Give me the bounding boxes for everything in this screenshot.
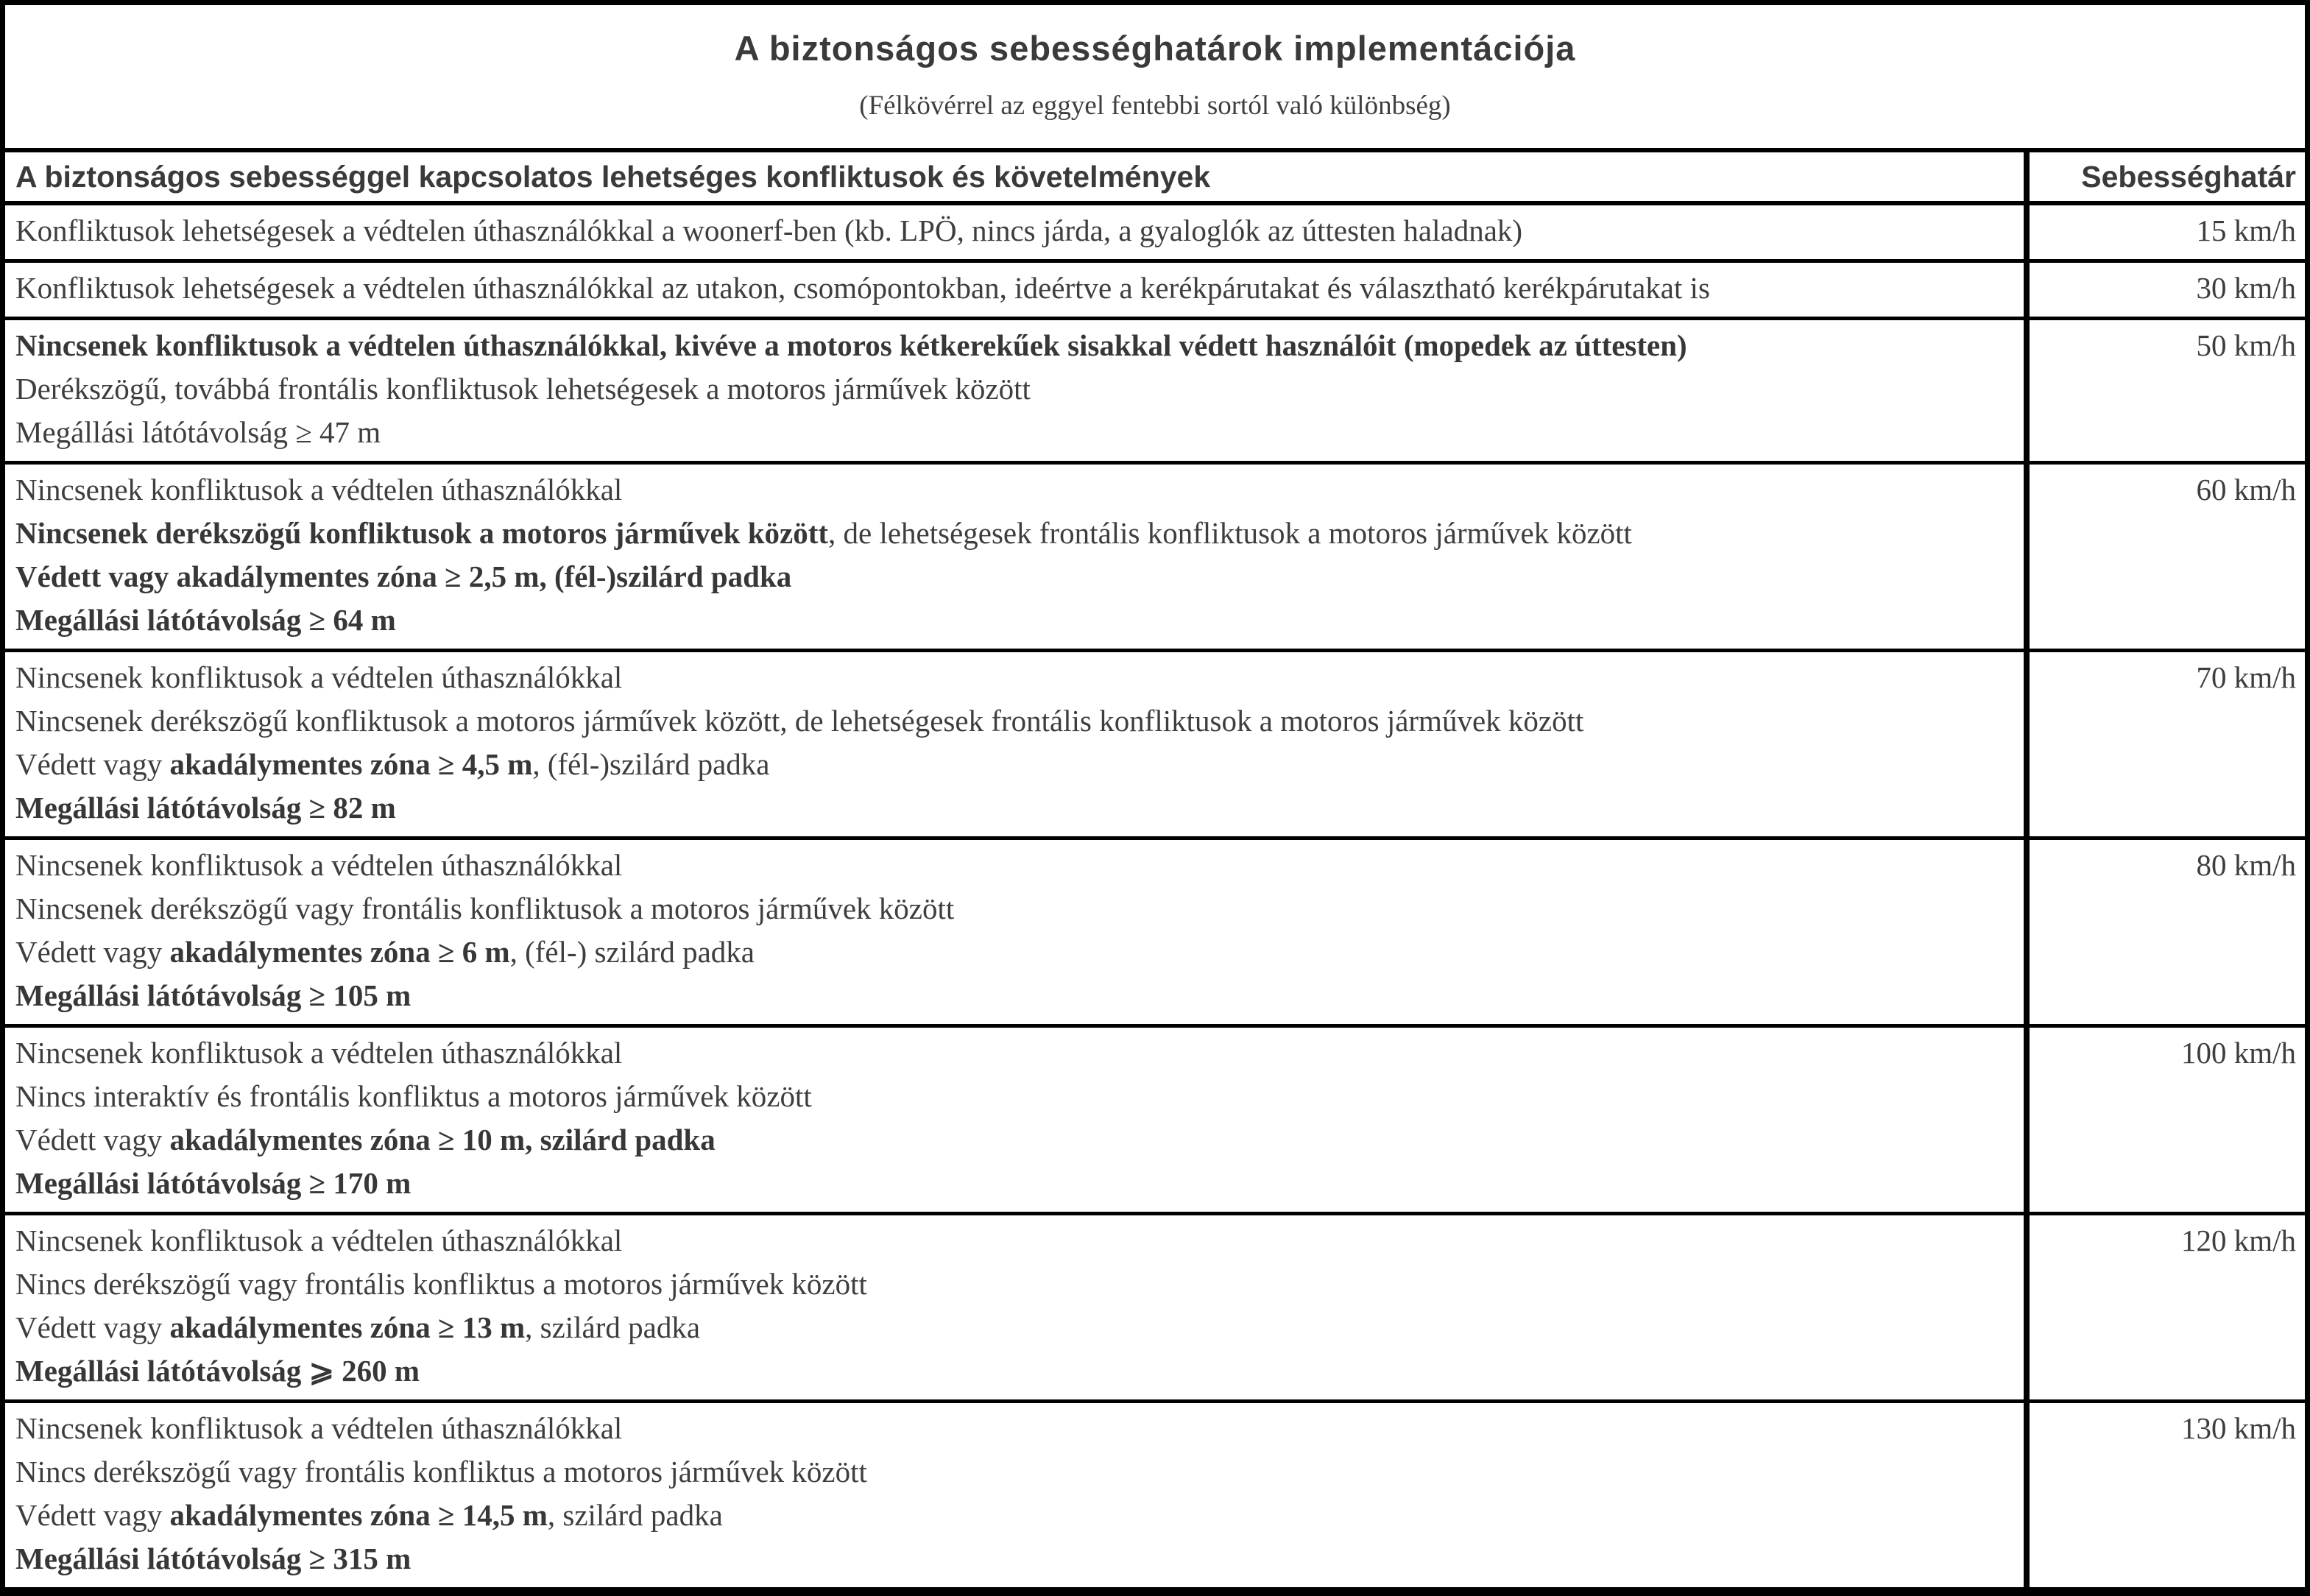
title-block — [5, 5, 2305, 148]
requirement-line — [15, 1219, 2010, 1263]
speed-limit-cell: 50 km/h — [2027, 319, 2305, 463]
requirement-segment: , (fél-)szilárd padka — [532, 747, 770, 781]
requirement-segment-bold: akadálymentes zóna ≥ 10 m, szilárd padka — [169, 1123, 716, 1157]
requirement-line — [15, 324, 2010, 367]
requirements-cell — [5, 1402, 2027, 1589]
speed-limit-cell: 100 km/h — [2027, 1026, 2305, 1214]
requirement-segment: Konfliktusok lehetségesek a védtelen úthasználókkal a woonerf-ben (kb. LPÖ, nincs járda, a gyaloglók az úttesten haladnak) — [15, 213, 1523, 247]
table-row — [5, 1026, 2305, 1214]
speed-limit-cell: 60 km/h — [2027, 463, 2305, 651]
table-row — [5, 838, 2305, 1026]
requirement-segment: Védett vagy — [15, 1498, 170, 1532]
speed-limit-cell: 15 km/h — [2027, 203, 2305, 261]
requirement-segment: Védett vagy — [15, 935, 170, 969]
speed-limit-cell: 120 km/h — [2027, 1214, 2305, 1402]
table-row — [5, 319, 2305, 463]
requirement-line — [15, 512, 2010, 555]
requirement-segment: Nincsenek konfliktusok a védtelen úthasználókkal — [15, 473, 623, 506]
speed-limit-cell: 130 km/h — [2027, 1402, 2305, 1589]
requirement-segment-bold: Védett vagy akadálymentes zóna ≥ 2,5 m, (fél-)szilárd padka — [15, 559, 792, 593]
requirement-line — [15, 974, 2010, 1017]
speed-limit-cell: 80 km/h — [2027, 838, 2305, 1026]
requirement-line — [15, 266, 2010, 310]
requirement-segment: Nincs derékszögű vagy frontális konfliktus a motoros járművek között — [15, 1267, 867, 1301]
requirement-segment: Nincsenek derékszögű vagy frontális konfliktusok a motoros járművek között — [15, 891, 955, 925]
requirement-segment-bold: Megállási látótávolság ≥ 170 m — [15, 1166, 412, 1200]
requirement-segment-bold: Nincsenek konfliktusok a védtelen úthasználókkal, kivéve a motoros kétkerekűek sisakkal védett használóit (mopedek az úttesten) — [15, 328, 1687, 362]
requirements-cell — [5, 319, 2027, 463]
requirement-segment: Nincsenek konfliktusok a védtelen úthasználókkal — [15, 1036, 623, 1070]
requirement-line — [15, 598, 2010, 642]
requirement-line — [15, 699, 2010, 743]
requirement-line — [15, 1162, 2010, 1205]
requirement-segment-bold: akadálymentes zóna ≥ 14,5 m — [169, 1498, 548, 1532]
requirement-line — [15, 786, 2010, 830]
requirements-cell — [5, 1026, 2027, 1214]
header-row — [5, 150, 2305, 203]
requirement-line — [15, 1031, 2010, 1075]
requirement-line — [15, 887, 2010, 931]
requirement-line — [15, 1537, 2010, 1581]
requirement-segment-bold: akadálymentes zóna ≥ 13 m — [169, 1310, 526, 1344]
requirement-line — [15, 1075, 2010, 1118]
table-row — [5, 1402, 2305, 1589]
requirements-cell — [5, 651, 2027, 838]
requirement-segment-bold: Megállási látótávolság ≥ 82 m — [15, 791, 396, 825]
requirement-segment: Nincsenek konfliktusok a védtelen úthasználókkal — [15, 1224, 623, 1257]
requirement-segment: Nincsenek konfliktusok a védtelen úthasználókkal — [15, 1411, 623, 1445]
header-speed-limit: Sebességhatár — [2027, 150, 2305, 203]
requirement-segment-bold: Megállási látótávolság ⩾ 260 m — [15, 1354, 420, 1388]
requirement-line — [15, 931, 2010, 974]
requirements-cell — [5, 838, 2027, 1026]
requirement-line — [15, 1407, 2010, 1450]
requirement-line — [15, 1263, 2010, 1306]
requirement-line — [15, 1494, 2010, 1537]
table-row — [5, 203, 2305, 261]
requirement-line — [15, 1118, 2010, 1162]
table-row — [5, 463, 2305, 651]
requirement-line — [15, 411, 2010, 454]
table-body — [5, 203, 2305, 1589]
table-row — [5, 1214, 2305, 1402]
requirement-segment: Konfliktusok lehetségesek a védtelen úthasználókkal az utakon, csomópontokban, ideértve a kerékpárutakat és választható kerékpárutakat is — [15, 271, 1710, 305]
requirement-segment-bold: Megállási látótávolság ≥ 105 m — [15, 978, 412, 1012]
speed-limit-cell: 70 km/h — [2027, 651, 2305, 838]
requirement-line — [15, 1450, 2010, 1494]
requirement-line — [15, 1349, 2010, 1393]
requirements-cell — [5, 203, 2027, 261]
requirement-line — [15, 468, 2010, 512]
requirement-line — [15, 555, 2010, 598]
requirements-cell — [5, 261, 2027, 319]
requirement-line — [15, 844, 2010, 887]
header-requirements: A biztonságos sebességgel kapcsolatos lehetséges konfliktusok és követelmények — [5, 150, 2027, 203]
requirement-line — [15, 367, 2010, 411]
table-row — [5, 261, 2305, 319]
requirement-segment: Védett vagy — [15, 747, 170, 781]
requirement-line — [15, 209, 2010, 253]
requirement-segment: Derékszögű, továbbá frontális konfliktusok lehetségesek a motoros járművek között — [15, 372, 1031, 406]
requirement-segment-bold: Nincsenek derékszögű konfliktusok a motoros járművek között — [15, 516, 828, 550]
requirement-segment: Nincsenek derékszögű konfliktusok a motoros járművek között, de lehetségesek frontális konfliktusok a motoros járművek között — [15, 704, 1584, 738]
requirements-cell — [5, 1214, 2027, 1402]
table-header — [5, 150, 2305, 203]
requirement-line — [15, 743, 2010, 786]
speed-limits-table — [5, 148, 2305, 1591]
requirement-segment: , (fél-) szilárd padka — [509, 935, 755, 969]
requirement-segment-bold: Megállási látótávolság ≥ 315 m — [15, 1542, 412, 1575]
requirement-segment-bold: akadálymentes zóna ≥ 4,5 m — [169, 747, 533, 781]
requirement-segment: , szilárd padka — [525, 1310, 701, 1344]
requirement-segment: Nincsenek konfliktusok a védtelen úthasználókkal — [15, 848, 623, 882]
speed-limit-cell: 30 km/h — [2027, 261, 2305, 319]
requirement-segment-bold: Megállási látótávolság ≥ 64 m — [15, 603, 396, 637]
requirement-segment: Védett vagy — [15, 1123, 170, 1157]
table-row — [5, 651, 2305, 838]
page-subtitle: (Félkövérrel az eggyel fentebbi sortól való különbség) — [859, 91, 1451, 121]
requirement-segment: Megállási látótávolság ≥ 47 m — [15, 415, 381, 449]
requirement-segment: Nincsenek konfliktusok a védtelen úthasználókkal — [15, 660, 623, 694]
requirements-cell — [5, 463, 2027, 651]
page-title: A biztonságos sebességhatárok implementációja — [734, 29, 1576, 68]
requirement-segment: , de lehetségesek frontális konfliktusok a motoros járművek között — [828, 516, 1632, 550]
requirement-segment: , szilárd padka — [547, 1498, 723, 1532]
requirement-line — [15, 656, 2010, 699]
requirement-segment: Védett vagy — [15, 1310, 170, 1344]
requirement-line — [15, 1306, 2010, 1349]
requirement-segment-bold: akadálymentes zóna ≥ 6 m — [169, 935, 510, 969]
requirement-segment: Nincs interaktív és frontális konfliktus a motoros járművek között — [15, 1079, 812, 1113]
requirement-segment: Nincs derékszögű vagy frontális konfliktus a motoros járművek között — [15, 1455, 867, 1489]
